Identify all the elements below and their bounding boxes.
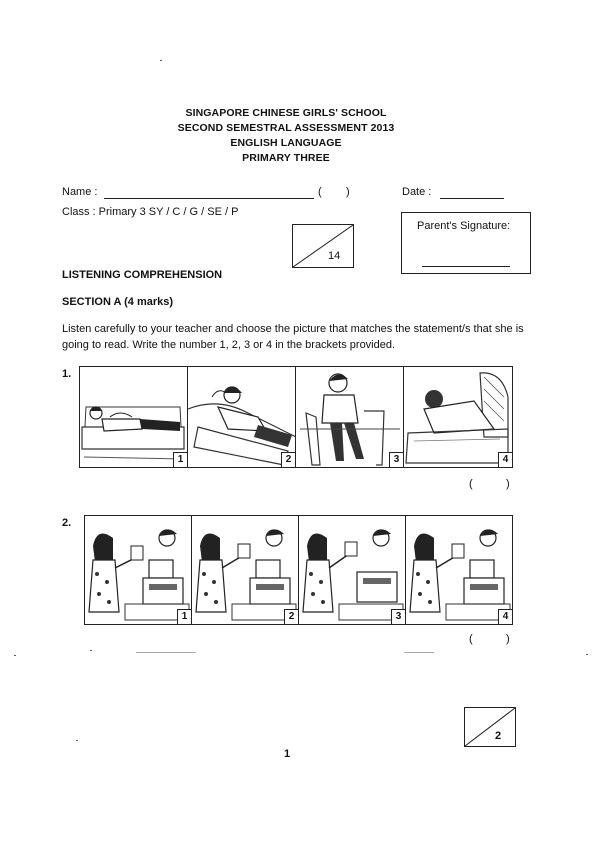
date-field[interactable] (440, 198, 504, 199)
class-label: Class : Primary 3 SY / C / G / SE / P (62, 206, 239, 218)
name-label: Name : (62, 186, 98, 198)
panel-number: 1 (177, 609, 191, 624)
page-marks-box (464, 707, 516, 747)
person-reclining-illustration (188, 367, 296, 467)
marks-diagonal-icon (293, 225, 353, 267)
parent-signature-line (422, 266, 510, 267)
picture-panel[interactable] (188, 367, 296, 467)
name-bracket-open: ( (318, 186, 322, 198)
man-lying-on-sofa-illustration (80, 367, 188, 467)
scan-speck (404, 652, 434, 653)
scan-speck (160, 60, 162, 61)
assessment-title: SECOND SEMESTRAL ASSESSMENT 2013 (177, 122, 395, 134)
panel-number: 3 (389, 452, 403, 467)
subject-title: ENGLISH LANGUAGE (230, 137, 342, 149)
page-number: 1 (284, 748, 291, 760)
answer-bracket-open: ( (469, 633, 473, 645)
answer-bracket-close: ) (506, 478, 510, 490)
page-marks-value: 2 (495, 730, 502, 742)
question-1-picture-strip (79, 366, 513, 468)
shop-counter-illustration (406, 516, 512, 624)
picture-panel[interactable] (404, 367, 512, 467)
picture-panel[interactable] (192, 516, 299, 624)
picture-panel[interactable] (80, 367, 188, 467)
level-title: PRIMARY THREE (242, 152, 330, 164)
shop-counter-illustration (192, 516, 299, 624)
scan-speck (90, 650, 92, 651)
section-subtitle: SECTION A (4 marks) (62, 296, 174, 308)
scan-speck (136, 652, 196, 653)
shop-counter-illustration (85, 516, 192, 624)
question-2-picture-strip (84, 515, 513, 625)
panel-number: 1 (173, 452, 187, 467)
marks-diagonal-icon (465, 708, 515, 746)
man-sitting-in-chair-illustration (296, 367, 404, 467)
panel-number: 3 (391, 609, 405, 624)
parent-signature-box[interactable] (401, 212, 531, 274)
name-field[interactable] (104, 198, 314, 199)
picture-panel[interactable] (85, 516, 192, 624)
scan-speck (76, 740, 78, 741)
panel-number: 4 (498, 609, 512, 624)
answer-input[interactable] (476, 476, 504, 492)
panel-number: 2 (284, 609, 298, 624)
date-label: Date : (402, 186, 432, 198)
total-marks-box (292, 224, 354, 268)
man-sleeping-in-bed-illustration (404, 367, 512, 467)
total-marks-value: 14 (328, 250, 341, 262)
answer-input[interactable] (476, 631, 504, 647)
shop-counter-illustration (299, 516, 406, 624)
question-number: 2. (62, 517, 72, 529)
answer-bracket-open: ( (469, 478, 473, 490)
school-name: SINGAPORE CHINESE GIRLS' SCHOOL (185, 107, 387, 119)
answer-bracket-close: ) (506, 633, 510, 645)
panel-number: 4 (498, 452, 512, 467)
picture-panel[interactable] (299, 516, 406, 624)
scan-speck (586, 654, 588, 655)
scan-speck (14, 655, 16, 656)
parent-signature-label: Parent's Signature: (417, 220, 511, 232)
picture-panel[interactable] (296, 367, 404, 467)
picture-panel[interactable] (406, 516, 512, 624)
panel-number: 2 (281, 452, 295, 467)
question-number: 1. (62, 368, 72, 380)
name-bracket-close: ) (346, 186, 350, 198)
section-instructions: Listen carefully to your teacher and choose the picture that matches the statement/s that she is going to read. Write the number 1, 2, 3 or 4 in the brackets provided. (62, 323, 524, 351)
section-title: LISTENING COMPREHENSION (62, 269, 223, 281)
